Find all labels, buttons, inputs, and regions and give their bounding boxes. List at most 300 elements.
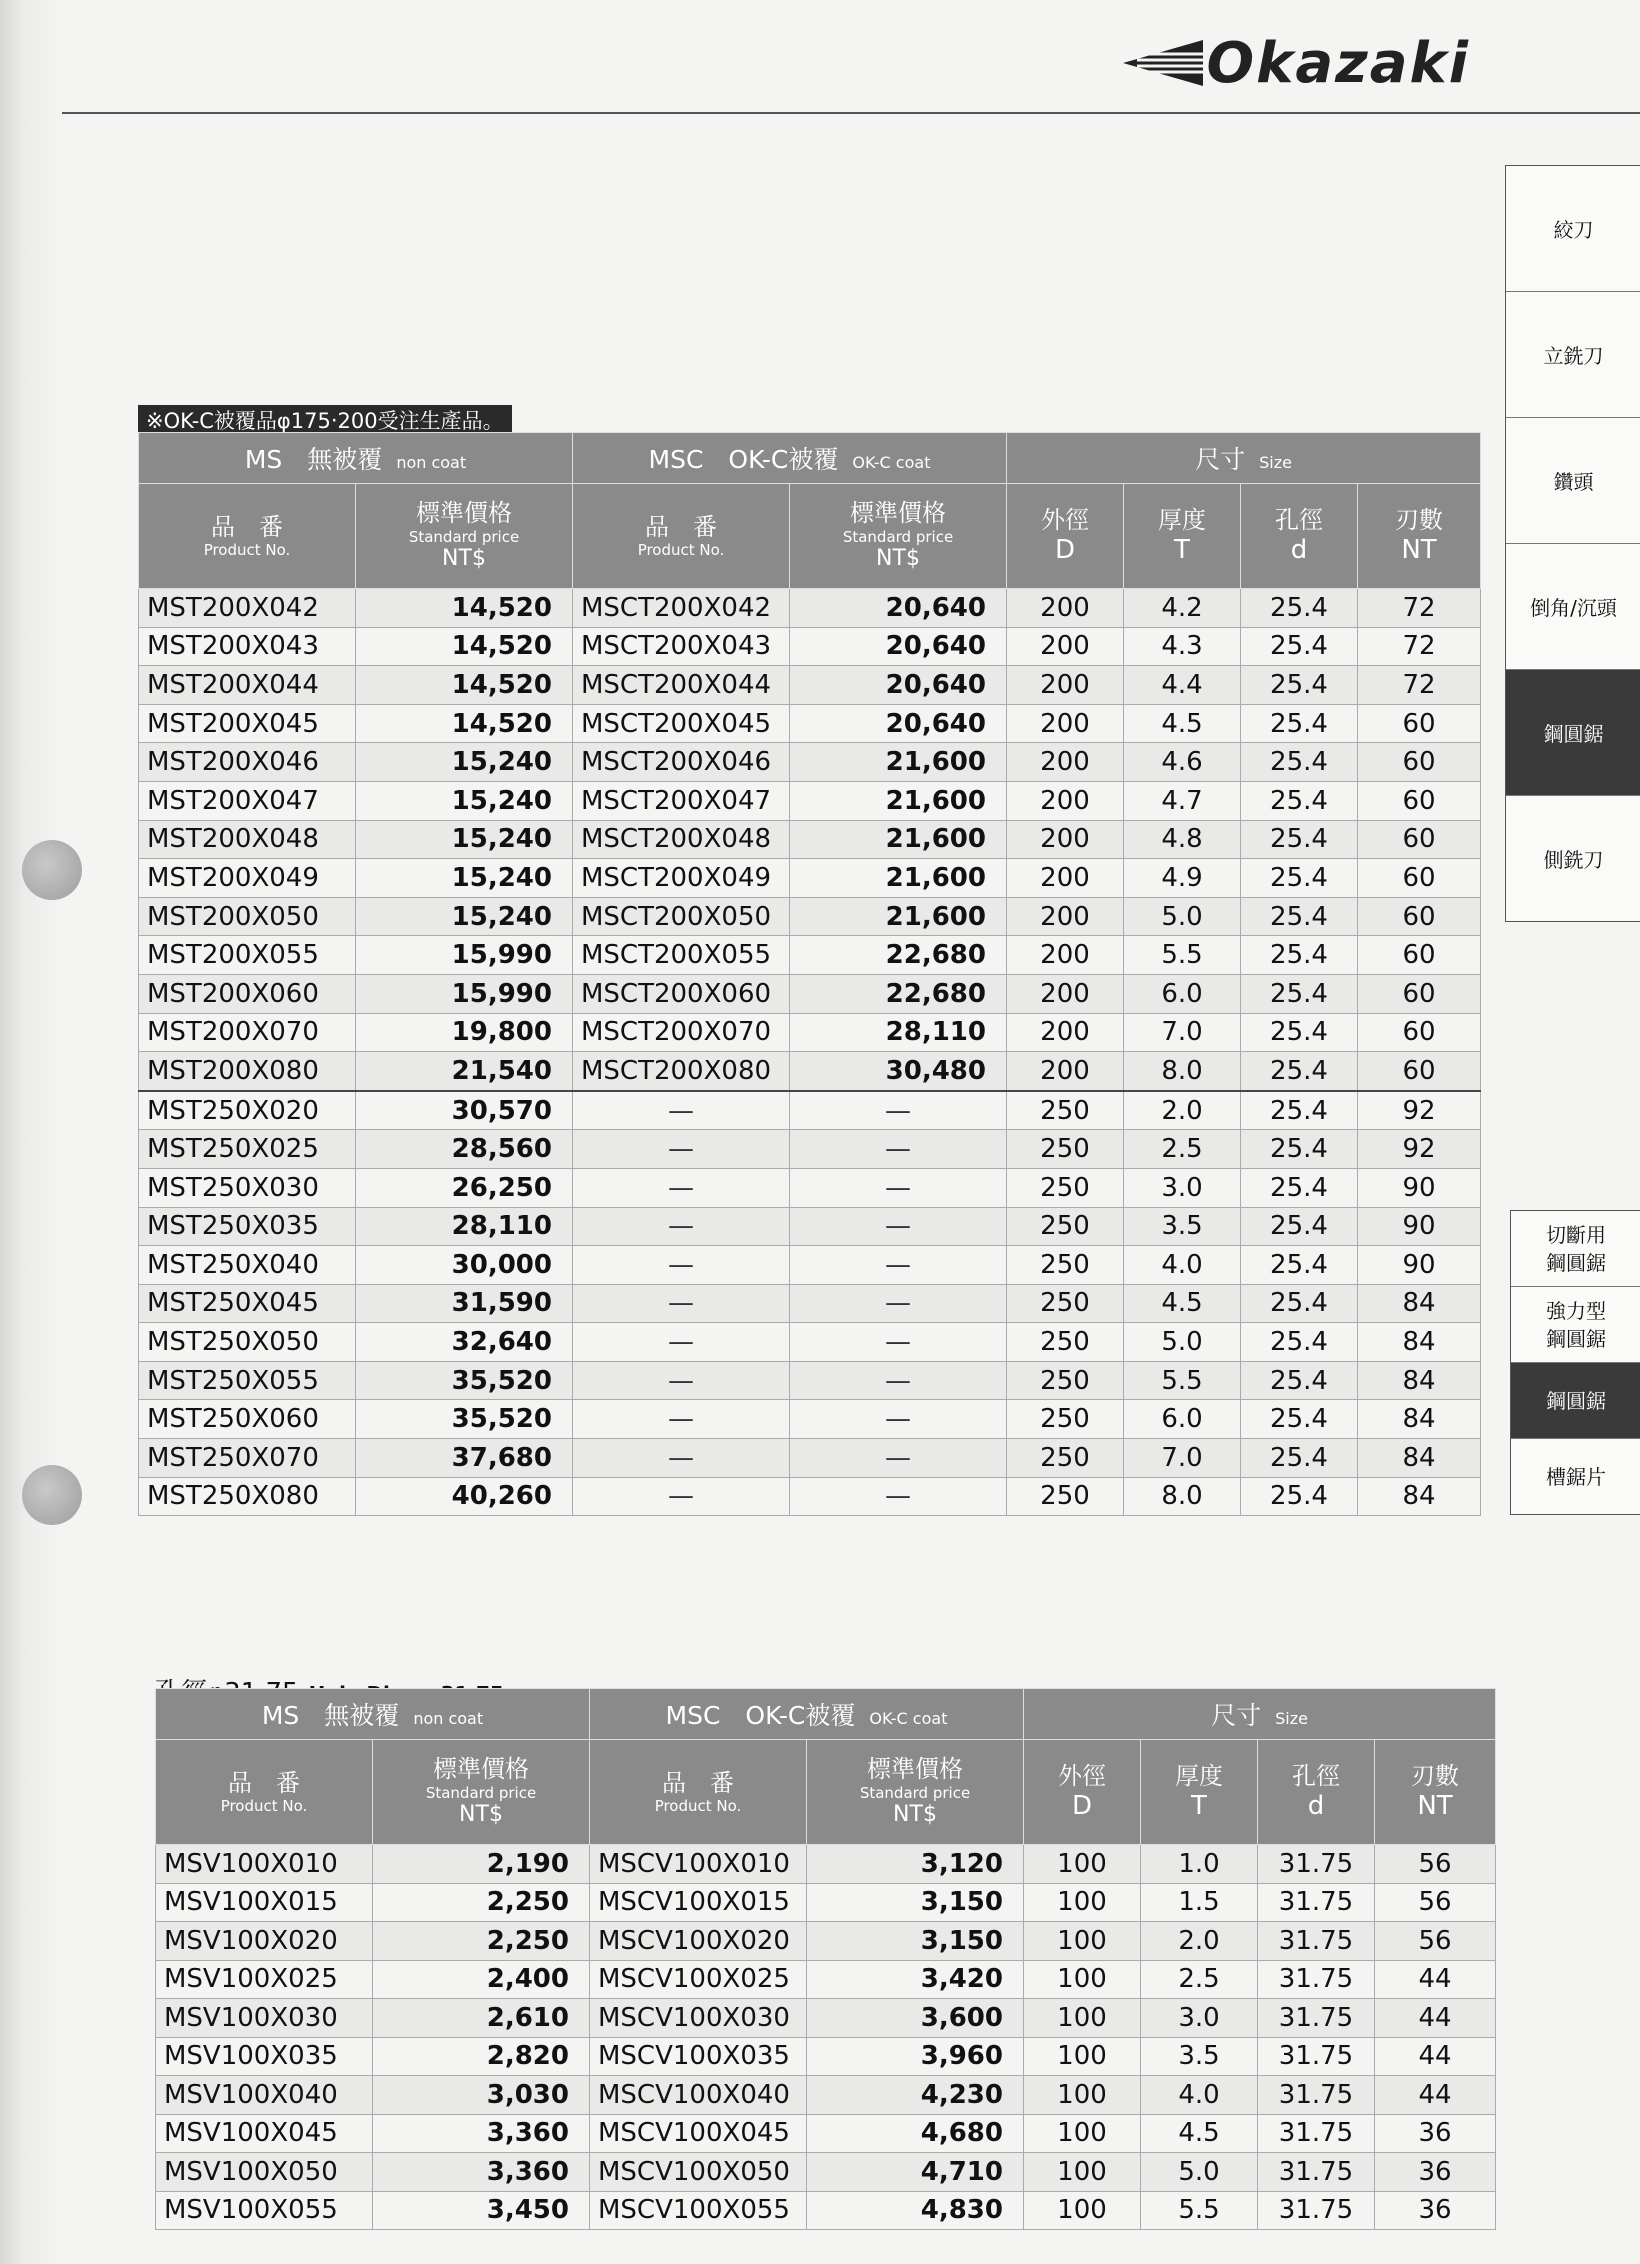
ms-product-no-cell: MST250X070 xyxy=(139,1439,356,1478)
msc-price-cell: 21,600 xyxy=(790,859,1007,898)
teeth-cell: 60 xyxy=(1358,974,1481,1013)
price-table-31-75 xyxy=(155,1688,1496,2230)
msc-price-cell: — xyxy=(790,1323,1007,1362)
hole-cell: 31.75 xyxy=(1258,2037,1375,2076)
diameter-cell: 100 xyxy=(1024,1922,1141,1961)
msc-product-no-cell: — xyxy=(573,1168,790,1207)
msc-product-no-cell: — xyxy=(573,1207,790,1246)
hole-cell: 25.4 xyxy=(1241,1323,1358,1362)
hole-cell: 25.4 xyxy=(1241,1207,1358,1246)
teeth-cell: 36 xyxy=(1375,2114,1496,2153)
thickness-cell: 2.5 xyxy=(1141,1960,1258,1999)
ms-product-no-cell: MST250X045 xyxy=(139,1284,356,1323)
diameter-cell: 200 xyxy=(1007,743,1124,782)
table-row xyxy=(156,1999,1496,2038)
diameter-cell: 200 xyxy=(1007,820,1124,859)
hole-cell: 31.75 xyxy=(1258,1883,1375,1922)
teeth-cell: 60 xyxy=(1358,820,1481,859)
teeth-cell: 36 xyxy=(1375,2153,1496,2192)
ms-price-cell: 2,400 xyxy=(373,1960,590,1999)
ms-product-no-cell: MST200X045 xyxy=(139,704,356,743)
thickness-cell: 2.5 xyxy=(1124,1130,1241,1169)
table-row xyxy=(139,1091,1481,1130)
teeth-cell: 60 xyxy=(1358,743,1481,782)
thickness-cell: 5.5 xyxy=(1141,2191,1258,2230)
hole-cell: 25.4 xyxy=(1241,1091,1358,1130)
ms-price-cell: 2,820 xyxy=(373,2037,590,2076)
ms-product-no-cell: MST200X042 xyxy=(139,589,356,628)
side-tab[interactable]: 鋼圓鋸 xyxy=(1506,670,1640,796)
ms-price-cell: 15,240 xyxy=(356,820,573,859)
msc-price-cell: 3,420 xyxy=(807,1960,1024,1999)
side-tab[interactable]: 鋼圓鋸 xyxy=(1511,1363,1640,1439)
msc-product-no-cell: — xyxy=(573,1477,790,1516)
thickness-header: 厚度 T xyxy=(1124,484,1241,589)
diameter-cell: 100 xyxy=(1024,1845,1141,1884)
table-row xyxy=(139,820,1481,859)
ms-price-cell: 2,250 xyxy=(373,1922,590,1961)
teeth-cell: 44 xyxy=(1375,1960,1496,1999)
hole-cell: 25.4 xyxy=(1241,1361,1358,1400)
ms-product-no-cell: MST200X049 xyxy=(139,859,356,898)
diameter-cell: 250 xyxy=(1007,1439,1124,1478)
diameter-cell: 200 xyxy=(1007,1052,1124,1091)
thickness-cell: 4.2 xyxy=(1124,589,1241,628)
hole-cell: 25.4 xyxy=(1241,1013,1358,1052)
ms-price-cell: 30,570 xyxy=(356,1091,573,1130)
hole-cell: 31.75 xyxy=(1258,1960,1375,1999)
thickness-cell: 3.0 xyxy=(1124,1168,1241,1207)
ms-price-cell: 3,030 xyxy=(373,2076,590,2115)
thickness-cell: 3.5 xyxy=(1124,1207,1241,1246)
hole-cell: 25.4 xyxy=(1241,1284,1358,1323)
msc-price-cell: 3,150 xyxy=(807,1922,1024,1961)
ms-product-no-cell: MSV100X025 xyxy=(156,1960,373,1999)
header-rule xyxy=(62,112,1640,114)
diameter-cell: 200 xyxy=(1007,859,1124,898)
msc-product-no-cell: — xyxy=(573,1323,790,1362)
table-row xyxy=(139,1361,1481,1400)
ms-product-no-cell: MST200X048 xyxy=(139,820,356,859)
teeth-cell: 56 xyxy=(1375,1845,1496,1884)
ms-price-cell: 3,360 xyxy=(373,2153,590,2192)
price-header: 標準價格 Standard price NT$ xyxy=(356,484,573,589)
ms-price-cell: 31,590 xyxy=(356,1284,573,1323)
table-row xyxy=(139,1130,1481,1169)
thickness-cell: 4.5 xyxy=(1124,704,1241,743)
table-row xyxy=(139,781,1481,820)
price-header: 標準價格 Standard price NT$ xyxy=(373,1740,590,1845)
msc-price-cell: 3,150 xyxy=(807,1883,1024,1922)
ms-product-no-cell: MST250X040 xyxy=(139,1246,356,1285)
diameter-cell: 250 xyxy=(1007,1168,1124,1207)
hole-cell: 25.4 xyxy=(1241,1246,1358,1285)
msc-price-cell: 4,230 xyxy=(807,2076,1024,2115)
table-row xyxy=(139,936,1481,975)
table-row xyxy=(139,627,1481,666)
msc-price-cell: 22,680 xyxy=(790,936,1007,975)
thickness-cell: 7.0 xyxy=(1124,1439,1241,1478)
msc-price-cell: 21,600 xyxy=(790,781,1007,820)
ms-price-cell: 21,540 xyxy=(356,1052,573,1091)
msc-price-cell: — xyxy=(790,1091,1007,1130)
binder-hole xyxy=(22,840,82,900)
ms-product-no-cell: MST200X070 xyxy=(139,1013,356,1052)
ms-product-no-cell: MST250X060 xyxy=(139,1400,356,1439)
hole-cell: 25.4 xyxy=(1241,897,1358,936)
ms-price-cell: 15,240 xyxy=(356,897,573,936)
teeth-cell: 92 xyxy=(1358,1130,1481,1169)
ms-price-cell: 15,990 xyxy=(356,936,573,975)
diameter-header: 外徑 D xyxy=(1024,1740,1141,1845)
ms-price-cell: 35,520 xyxy=(356,1400,573,1439)
binder-hole xyxy=(22,1465,82,1525)
ms-price-cell: 15,240 xyxy=(356,781,573,820)
msc-product-no-cell: — xyxy=(573,1361,790,1400)
thickness-cell: 4.5 xyxy=(1124,1284,1241,1323)
msc-product-no-cell: MSCT200X080 xyxy=(573,1052,790,1091)
diameter-cell: 200 xyxy=(1007,666,1124,705)
thickness-cell: 4.5 xyxy=(1141,2114,1258,2153)
table-row xyxy=(139,1284,1481,1323)
brand-logo xyxy=(1123,28,1470,98)
msc-product-no-cell: — xyxy=(573,1439,790,1478)
diameter-cell: 200 xyxy=(1007,704,1124,743)
msc-price-cell: 21,600 xyxy=(790,897,1007,936)
hole-cell: 25.4 xyxy=(1241,1400,1358,1439)
msc-price-cell: — xyxy=(790,1400,1007,1439)
thickness-cell: 5.5 xyxy=(1124,936,1241,975)
table-row xyxy=(139,974,1481,1013)
hole-cell: 25.4 xyxy=(1241,1477,1358,1516)
diameter-cell: 250 xyxy=(1007,1284,1124,1323)
ms-product-no-cell: MST200X046 xyxy=(139,743,356,782)
side-tab[interactable]: 槽鋸片 xyxy=(1546,1464,1606,1489)
diameter-cell: 100 xyxy=(1024,1883,1141,1922)
side-tab[interactable]: 立銑刀 xyxy=(1506,292,1640,418)
hole-cell: 31.75 xyxy=(1258,2153,1375,2192)
ms-product-no-cell: MSV100X050 xyxy=(156,2153,373,2192)
teeth-cell: 36 xyxy=(1375,2191,1496,2230)
table-row xyxy=(139,1013,1481,1052)
table-row xyxy=(156,2076,1496,2115)
ms-price-cell: 15,240 xyxy=(356,743,573,782)
msc-price-cell: 20,640 xyxy=(790,666,1007,705)
ms-product-no-cell: MST200X047 xyxy=(139,781,356,820)
teeth-cell: 92 xyxy=(1358,1091,1481,1130)
ms-price-cell: 37,680 xyxy=(356,1439,573,1478)
diameter-cell: 200 xyxy=(1007,974,1124,1013)
msc-price-cell: 4,710 xyxy=(807,2153,1024,2192)
teeth-cell: 44 xyxy=(1375,2076,1496,2115)
hole-cell: 25.4 xyxy=(1241,704,1358,743)
diameter-cell: 250 xyxy=(1007,1130,1124,1169)
table-row xyxy=(139,1052,1481,1091)
hole-cell: 25.4 xyxy=(1241,1439,1358,1478)
teeth-cell: 60 xyxy=(1358,897,1481,936)
hole-cell: 31.75 xyxy=(1258,1845,1375,1884)
thickness-cell: 4.7 xyxy=(1124,781,1241,820)
ms-product-no-cell: MST250X030 xyxy=(139,1168,356,1207)
msc-price-cell: 20,640 xyxy=(790,627,1007,666)
ms-product-no-cell: MST200X050 xyxy=(139,897,356,936)
diameter-cell: 200 xyxy=(1007,1013,1124,1052)
msc-product-no-cell: MSCT200X049 xyxy=(573,859,790,898)
msc-price-cell: — xyxy=(790,1130,1007,1169)
ms-product-no-cell: MST250X020 xyxy=(139,1091,356,1130)
teeth-cell: 90 xyxy=(1358,1168,1481,1207)
table-row xyxy=(139,1207,1481,1246)
hole-cell: 31.75 xyxy=(1258,2114,1375,2153)
ms-group-header: MS 無被覆 non coat xyxy=(139,433,573,484)
teeth-cell: 72 xyxy=(1358,589,1481,628)
category-tabs xyxy=(1505,165,1640,922)
thickness-cell: 6.0 xyxy=(1124,974,1241,1013)
ms-product-no-cell: MSV100X010 xyxy=(156,1845,373,1884)
diameter-cell: 100 xyxy=(1024,2076,1141,2115)
ms-product-no-cell: MSV100X015 xyxy=(156,1883,373,1922)
teeth-header: 刃數 NT xyxy=(1358,484,1481,589)
ms-product-no-cell: MST250X050 xyxy=(139,1323,356,1362)
hole-cell: 25.4 xyxy=(1241,1130,1358,1169)
hole-cell: 25.4 xyxy=(1241,781,1358,820)
side-tab[interactable]: 側銑刀 xyxy=(1543,848,1604,872)
ms-product-no-cell: MST250X055 xyxy=(139,1361,356,1400)
hole-cell: 25.4 xyxy=(1241,743,1358,782)
msc-product-no-cell: MSCT200X047 xyxy=(573,781,790,820)
msc-group-header: MSC OK-C被覆 OK-C coat xyxy=(573,433,1007,484)
ms-product-no-cell: MST250X080 xyxy=(139,1477,356,1516)
table-row xyxy=(139,1168,1481,1207)
msc-price-cell: 21,600 xyxy=(790,743,1007,782)
teeth-cell: 60 xyxy=(1358,1052,1481,1091)
teeth-cell: 90 xyxy=(1358,1246,1481,1285)
diameter-cell: 100 xyxy=(1024,1999,1141,2038)
teeth-cell: 56 xyxy=(1375,1922,1496,1961)
msc-price-cell: 4,680 xyxy=(807,2114,1024,2153)
msc-product-no-cell: MSCT200X070 xyxy=(573,1013,790,1052)
ms-product-no-cell: MST200X043 xyxy=(139,627,356,666)
msc-product-no-cell: MSCV100X045 xyxy=(590,2114,807,2153)
msc-product-no-cell: MSCV100X025 xyxy=(590,1960,807,1999)
diameter-cell: 200 xyxy=(1007,897,1124,936)
msc-price-cell: 30,480 xyxy=(790,1052,1007,1091)
side-tab[interactable]: 鑽頭 xyxy=(1506,418,1640,544)
diameter-cell: 200 xyxy=(1007,627,1124,666)
table-row xyxy=(156,1960,1496,1999)
teeth-cell: 60 xyxy=(1358,936,1481,975)
ms-price-cell: 19,800 xyxy=(356,1013,573,1052)
msc-product-no-cell: — xyxy=(573,1246,790,1285)
thickness-cell: 8.0 xyxy=(1124,1052,1241,1091)
msc-price-cell: — xyxy=(790,1439,1007,1478)
diameter-cell: 100 xyxy=(1024,2114,1141,2153)
msc-price-cell: 3,960 xyxy=(807,2037,1024,2076)
brand-name: Okazaki xyxy=(1206,30,1470,96)
teeth-cell: 56 xyxy=(1375,1883,1496,1922)
msc-product-no-cell: — xyxy=(573,1130,790,1169)
product-no-header: 品 番 Product No. xyxy=(573,484,790,589)
ms-product-no-cell: MST200X080 xyxy=(139,1052,356,1091)
teeth-cell: 84 xyxy=(1358,1477,1481,1516)
msc-price-cell: 3,600 xyxy=(807,1999,1024,2038)
msc-product-no-cell: MSCT200X046 xyxy=(573,743,790,782)
msc-product-no-cell: MSCV100X040 xyxy=(590,2076,807,2115)
teeth-cell: 44 xyxy=(1375,2037,1496,2076)
ms-price-cell: 32,640 xyxy=(356,1323,573,1362)
teeth-cell: 72 xyxy=(1358,666,1481,705)
msc-price-cell: — xyxy=(790,1284,1007,1323)
ms-product-no-cell: MSV100X035 xyxy=(156,2037,373,2076)
hole-cell: 25.4 xyxy=(1241,666,1358,705)
product-no-header: 品 番 Product No. xyxy=(590,1740,807,1845)
thickness-cell: 4.0 xyxy=(1124,1246,1241,1285)
diameter-cell: 250 xyxy=(1007,1477,1124,1516)
thickness-cell: 5.0 xyxy=(1124,1323,1241,1362)
teeth-cell: 60 xyxy=(1358,781,1481,820)
hole-cell: 25.4 xyxy=(1241,974,1358,1013)
teeth-header: 刃數 NT xyxy=(1375,1740,1496,1845)
side-tab[interactable]: 絞刀 xyxy=(1506,166,1640,292)
table-row xyxy=(139,743,1481,782)
hole-cell: 25.4 xyxy=(1241,820,1358,859)
order-note: ※OK-C被覆品φ175‧200受注生產品。 xyxy=(138,405,512,437)
hole-cell: 31.75 xyxy=(1258,2076,1375,2115)
ms-product-no-cell: MST200X044 xyxy=(139,666,356,705)
ms-price-cell: 3,360 xyxy=(373,2114,590,2153)
msc-price-cell: 20,640 xyxy=(790,589,1007,628)
thickness-cell: 1.0 xyxy=(1141,1845,1258,1884)
hole-cell: 25.4 xyxy=(1241,627,1358,666)
side-tab[interactable]: 倒角/沉頭 xyxy=(1506,544,1640,670)
msc-price-cell: — xyxy=(790,1168,1007,1207)
ms-price-cell: 14,520 xyxy=(356,627,573,666)
product-no-header: 品 番 Product No. xyxy=(156,1740,373,1845)
table-row xyxy=(156,2037,1496,2076)
thickness-cell: 1.5 xyxy=(1141,1883,1258,1922)
msc-price-cell: 20,640 xyxy=(790,704,1007,743)
table-row xyxy=(139,589,1481,628)
table-row xyxy=(139,1246,1481,1285)
hole-cell: 25.4 xyxy=(1241,1168,1358,1207)
diameter-cell: 250 xyxy=(1007,1207,1124,1246)
thickness-cell: 4.6 xyxy=(1124,743,1241,782)
price-header: 標準價格 Standard price NT$ xyxy=(807,1740,1024,1845)
hole-cell: 25.4 xyxy=(1241,859,1358,898)
ms-group-header: MS 無被覆 non coat xyxy=(156,1689,590,1740)
msc-product-no-cell: — xyxy=(573,1091,790,1130)
teeth-cell: 72 xyxy=(1358,627,1481,666)
table-row xyxy=(156,1883,1496,1922)
table-row xyxy=(139,1439,1481,1478)
table-row xyxy=(156,2153,1496,2192)
thickness-cell: 2.0 xyxy=(1124,1091,1241,1130)
msc-price-cell: 28,110 xyxy=(790,1013,1007,1052)
ms-price-cell: 30,000 xyxy=(356,1246,573,1285)
msc-price-cell: — xyxy=(790,1361,1007,1400)
thickness-cell: 3.5 xyxy=(1141,2037,1258,2076)
size-group-header: 尺寸 Size xyxy=(1024,1689,1496,1740)
thickness-cell: 6.0 xyxy=(1124,1400,1241,1439)
subcategory-tabs xyxy=(1510,1210,1640,1515)
ms-price-cell: 35,520 xyxy=(356,1361,573,1400)
ms-price-cell: 2,250 xyxy=(373,1883,590,1922)
thickness-cell: 5.5 xyxy=(1124,1361,1241,1400)
teeth-cell: 84 xyxy=(1358,1361,1481,1400)
diameter-cell: 200 xyxy=(1007,936,1124,975)
msc-price-cell: — xyxy=(790,1246,1007,1285)
msc-product-no-cell: MSCT200X042 xyxy=(573,589,790,628)
hole-header: 孔徑 d xyxy=(1258,1740,1375,1845)
ms-product-no-cell: MSV100X055 xyxy=(156,2191,373,2230)
msc-product-no-cell: MSCV100X020 xyxy=(590,1922,807,1961)
msc-product-no-cell: MSCT200X050 xyxy=(573,897,790,936)
msc-product-no-cell: MSCT200X045 xyxy=(573,704,790,743)
diameter-cell: 100 xyxy=(1024,2153,1141,2192)
teeth-cell: 44 xyxy=(1375,1999,1496,2038)
ms-product-no-cell: MSV100X030 xyxy=(156,1999,373,2038)
teeth-cell: 60 xyxy=(1358,704,1481,743)
hole-cell: 31.75 xyxy=(1258,1922,1375,1961)
msc-product-no-cell: MSCV100X015 xyxy=(590,1883,807,1922)
thickness-cell: 4.3 xyxy=(1124,627,1241,666)
ms-price-cell: 14,520 xyxy=(356,666,573,705)
diameter-cell: 250 xyxy=(1007,1246,1124,1285)
teeth-cell: 84 xyxy=(1358,1284,1481,1323)
ms-price-cell: 14,520 xyxy=(356,589,573,628)
msc-price-cell: 4,830 xyxy=(807,2191,1024,2230)
teeth-cell: 84 xyxy=(1358,1400,1481,1439)
table-row xyxy=(156,2114,1496,2153)
table-row xyxy=(139,897,1481,936)
teeth-cell: 84 xyxy=(1358,1439,1481,1478)
diameter-cell: 200 xyxy=(1007,781,1124,820)
thickness-header: 厚度 T xyxy=(1141,1740,1258,1845)
ms-price-cell: 14,520 xyxy=(356,704,573,743)
thickness-cell: 4.0 xyxy=(1141,2076,1258,2115)
diameter-cell: 100 xyxy=(1024,2037,1141,2076)
ms-price-cell: 28,560 xyxy=(356,1130,573,1169)
msc-product-no-cell: MSCV100X035 xyxy=(590,2037,807,2076)
ms-price-cell: 26,250 xyxy=(356,1168,573,1207)
msc-product-no-cell: MSCV100X030 xyxy=(590,1999,807,2038)
thickness-cell: 4.4 xyxy=(1124,666,1241,705)
side-tab[interactable]: 強力型 鋼圓鋸 xyxy=(1511,1287,1640,1363)
msc-product-no-cell: MSCV100X010 xyxy=(590,1845,807,1884)
price-header: 標準價格 Standard price NT$ xyxy=(790,484,1007,589)
diameter-cell: 200 xyxy=(1007,589,1124,628)
ms-product-no-cell: MST200X055 xyxy=(139,936,356,975)
ms-product-no-cell: MSV100X040 xyxy=(156,2076,373,2115)
side-tab[interactable]: 切斷用 鋼圓鋸 xyxy=(1511,1211,1640,1287)
thickness-cell: 4.9 xyxy=(1124,859,1241,898)
diameter-cell: 250 xyxy=(1007,1323,1124,1362)
msc-price-cell: 3,120 xyxy=(807,1845,1024,1884)
hole-cell: 25.4 xyxy=(1241,1052,1358,1091)
table-row xyxy=(139,704,1481,743)
ms-price-cell: 28,110 xyxy=(356,1207,573,1246)
msc-product-no-cell: — xyxy=(573,1284,790,1323)
msc-product-no-cell: MSCV100X055 xyxy=(590,2191,807,2230)
msc-product-no-cell: MSCT200X055 xyxy=(573,936,790,975)
price-table-25-4 xyxy=(138,432,1481,1516)
thickness-cell: 4.8 xyxy=(1124,820,1241,859)
thickness-cell: 3.0 xyxy=(1141,1999,1258,2038)
ms-price-cell: 15,240 xyxy=(356,859,573,898)
msc-product-no-cell: MSCT200X044 xyxy=(573,666,790,705)
ms-product-no-cell: MST250X035 xyxy=(139,1207,356,1246)
diameter-cell: 250 xyxy=(1007,1361,1124,1400)
